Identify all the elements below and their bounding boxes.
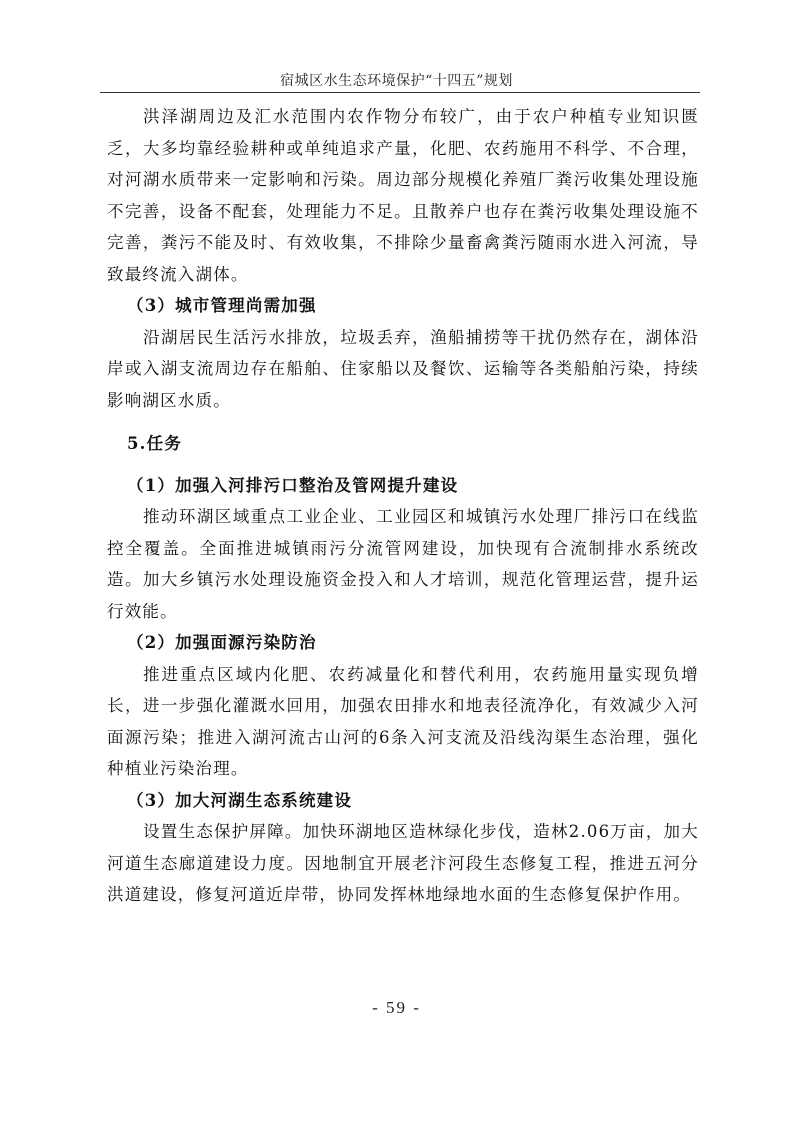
paragraph-task-outfall-pipes: 推动环湖区域重点工业企业、工业园区和城镇污水处理厂排污口在线监控全覆盖。全面推进城镇雨污分流管网建设，加快现有合流制排水系统改造。加大乡镇污水处理设施资金投入和人才培训，规范化管理运营，提升运行效能。: [107, 507, 699, 621]
paragraph-task-ecosystem: 设置生态保护屏障。加快环湖地区造林绿化步伐，造林2.06万亩，加大河道生态廊道建设力度。因地制宜开展老汴河段生态修复工程，推进五河分洪道建设，修复河道近岸带，协同发挥林地绿地水面的生态修复保护作用。: [107, 822, 699, 904]
section-heading-tasks: 5.任务: [127, 434, 183, 453]
header-divider: [100, 92, 700, 93]
paragraph-task-nonpoint-source: 推进重点区域内化肥、农药减量化和替代利用，农药施用量实现负增长，进一步强化灌溉水回用，加强农田排水和地表径流净化，有效减少入河面源污染；推进入湖河流古山河的6条入河支流及沿线沟渠生态治理，强化种植业污染治理。: [107, 664, 699, 778]
paragraph-agricultural-pollution: 洪泽湖周边及汇水范围内农作物分布较广，由于农户种植专业知识匮乏，大多均靠经验耕种或单纯追求产量，化肥、农药施用不科学、不合理，对河湖水质带来一定影响和污染。周边部分规模化养殖厂粪污收集处理设施不完善，设备不配套，处理能力不足。且散养户也存在粪污收集处理设施不完善，粪污不能及时、有效收集，不排除少量畜禽粪污随雨水进入河流，导致最终流入湖体。: [107, 107, 699, 284]
paragraph-lake-residents: 沿湖居民生活污水排放，垃圾丢弃，渔船捕捞等干扰仍然存在，湖体沿岸或入湖支流周边存在船舶、住家船以及餐饮、运输等各类船舶污染，持续影响湖区水质。: [107, 327, 699, 410]
page-header-title: 宿城区水生态环境保护“十四五”规划: [280, 73, 513, 89]
subheading-task-ecosystem: （3）加大河湖生态系统建设: [127, 790, 353, 810]
page-number: - 59 -: [372, 998, 421, 1017]
subheading-task-nonpoint-source: （2）加强面源污染防治: [127, 633, 317, 652]
subheading-task-outfall-pipes: （1）加强入河排污口整治及管网提升建设: [127, 475, 459, 495]
subheading-city-management: （3）城市管理尚需加强: [127, 296, 317, 315]
document-body: [107, 101, 699, 911]
